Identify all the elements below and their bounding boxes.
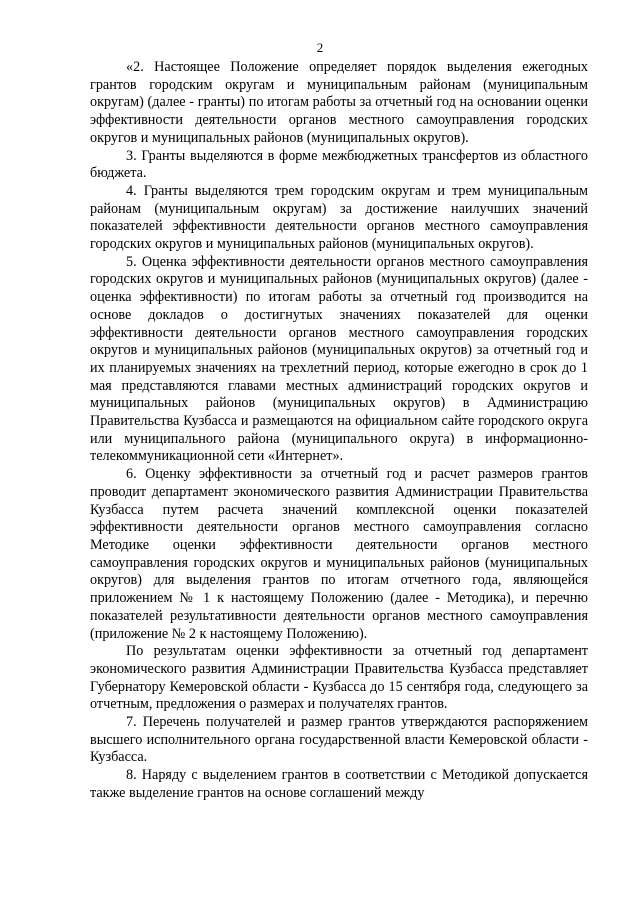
paragraph-item-4: 4. Гранты выделяются трем городским округам и трем муниципальным районам (муниципальным округам) за достижение наилучших значений показателей эффективности деятельности органов местного самоуправления городских округов и муниципальных районов (муниципальных округов). — [90, 182, 588, 253]
paragraph-item-6-continued: По результатам оценки эффективности за отчетный год департамент экономического развития Администрации Правительства Кузбасса представляет Губернатору Кемеровской области - Кузбасса до 15 сентября года, следующего за отчетным, предложения о размерах и получателях грантов. — [90, 643, 588, 713]
paragraph-item-6: 6. Оценку эффективности за отчетный год и расчет размеров грантов проводит департамент экономического развития Администрации Правительства Кузбасса путем расчета значений комплексной оценки показателей эффективности деятельности органов местного самоуправления согласно Методике оценки эффективности деятельности органов местного самоуправления городских округов и муниципальных районов (муниципальных округов) для выделения грантов по итогам отчетного года, являющейся приложением № 1 к настоящему Положению (далее - Методика), и перечню показателей результативности деятельности органов местного самоуправления (приложение № 2 к настоящему Положению). — [90, 466, 588, 642]
page-number: 2 — [316, 40, 324, 55]
paragraph-item-3: 3. Гранты выделяются в форме межбюджетных трансфертов из областного бюджета. — [90, 147, 588, 182]
paragraph-item-8: 8. Наряду с выделением грантов в соответствии с Методикой допускается также выделение грантов на основе соглашений между — [90, 767, 588, 801]
paragraph-item-2: «2. Настоящее Положение определяет порядок выделения ежегодных грантов городским округам и муниципальным районам (муниципальным округам) (далее - гранты) по итогам работы за отчетный год на основании оценки эффективности деятельности органов местного самоуправления городских округов и муниципальных районов (муниципальных округов). — [90, 59, 588, 146]
document-body — [90, 59, 588, 803]
paragraph-item-7: 7. Перечень получателей и размер грантов утверждаются распоряжением высшего исполнительного органа государственной власти Кемеровской области - Кузбасса. — [90, 714, 588, 766]
paragraph-item-5: 5. Оценка эффективности деятельности органов местного самоуправления городских округов и муниципальных районов (муниципальных округов) (далее - оценка эффективности) по итогам работы за отчетный год производится на основе докладов о достигнутых значениях показателей для оценки эффективности деятельности органов местного самоуправления городских округов и муниципальных районов (муниципальных округов) за отчетный год и их планируемых значениях на трехлетний период, которые ежегодно в срок до 1 мая представляются главами местных администраций городских округов и муниципальных районов (муниципальных округов) в Администрацию Правительства Кузбасса и размещаются на официальном сайте городского округа или муниципального района (муниципального округа) в информационно-телекоммуникационной сети «Интернет». — [90, 253, 588, 465]
